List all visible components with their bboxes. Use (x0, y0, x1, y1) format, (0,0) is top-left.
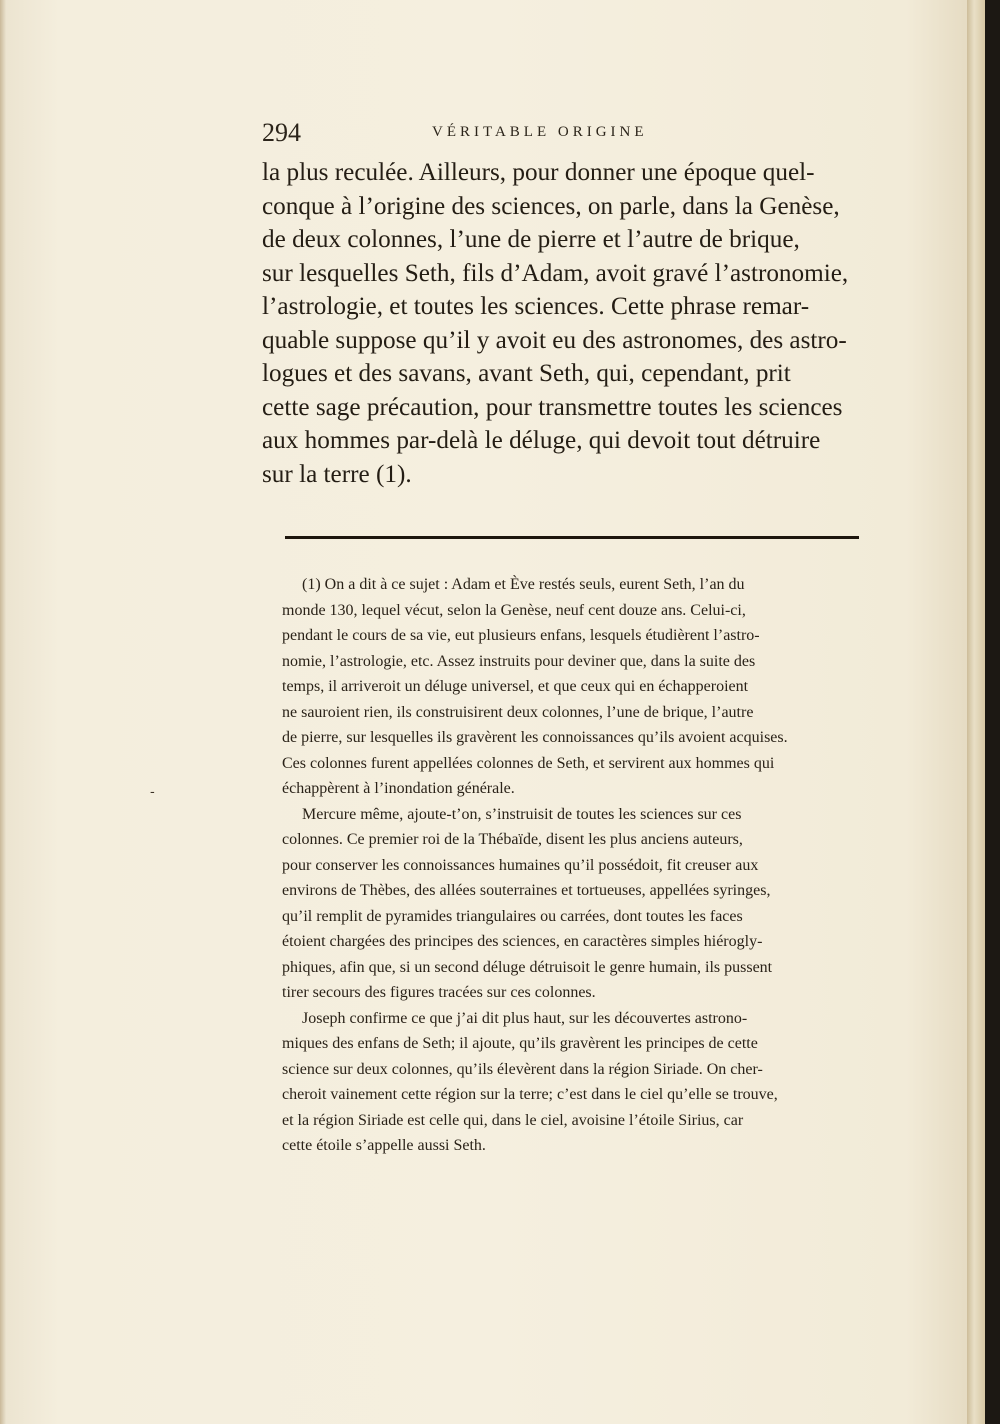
footnote-line: et la région Siriade est celle qui, dans le ciel, avoisine l’étoile Sirius, car (282, 1111, 744, 1129)
running-title: VÉRITABLE ORIGINE (432, 124, 648, 140)
footnote-line: pour conserver les connoissances humaines qu’il possédoit, fit creuser aux (282, 856, 759, 874)
footnote-line: temps, il arriveroit un déluge universel, et que ceux qui en échapperoient (282, 678, 749, 695)
page-number: 294 (262, 118, 301, 147)
page-edge (967, 0, 985, 1424)
footnote-line: tirer secours des figures tracées sur ces colonnes. (282, 984, 596, 1001)
footnote-line: échappèrent à l’inondation générale. (282, 780, 515, 797)
main-text-line: logues et des savans, avant Seth, qui, cependant, prit (262, 360, 791, 387)
main-text-line: de deux colonnes, l’une de pierre et l’autre de brique, (262, 226, 800, 253)
main-text-line: quable suppose qu’il y avoit eu des astronomes, des astro- (262, 326, 847, 354)
footnote-paragraph-2 (282, 802, 870, 1006)
gutter-shadow (0, 0, 6, 1424)
footnote-paragraph-1 (282, 572, 870, 802)
footnote-line: cette étoile s’appelle aussi Seth. (282, 1137, 486, 1154)
footnote-line: qu’il remplit de pyramides triangulaires ou carrées, dont toutes les faces (282, 907, 743, 925)
main-text-line: la plus reculée. Ailleurs, pour donner une époque quel- (262, 159, 815, 186)
footnote-rule (285, 536, 859, 539)
main-text-block (262, 156, 874, 491)
main-text-line: cette sage précaution, pour transmettre toutes les sciences (262, 393, 843, 421)
footnote-paragraph-3 (282, 1006, 870, 1159)
main-text-line: sur la terre (1). (262, 460, 412, 488)
footnote-line: science sur deux colonnes, qu’ils élevèrent dans la région Siriade. On cher- (282, 1060, 763, 1078)
footnote-line: pendant le cours de sa vie, eut plusieurs enfans, lesquels étudièrent l’astro- (282, 627, 760, 644)
footnote-line: cheroit vainement cette région sur la terre; c’est dans le ciel qu’elle se trouve, (282, 1086, 778, 1103)
footnote-line: phiques, afin que, si un second déluge détruisoit le genre humain, ils pussent (282, 958, 773, 976)
footnote-line: environs de Thèbes, des allées souterraines et tortueuses, appellées syringes, (282, 882, 771, 899)
footnote-line: Mercure même, ajoute-t’on, s’instruisit de toutes les sciences sur ces (302, 805, 742, 823)
footnote-line: de pierre, sur lesquelles ils gravèrent les connoissances qu’ils avoient acquises. (282, 729, 788, 746)
footnote-line: monde 130, lequel vécut, selon la Genèse, neuf cent douze ans. Celui-ci, (282, 601, 746, 619)
footnote-line: nomie, l’astrologie, etc. Assez instruits pour deviner que, dans la suite des (282, 652, 756, 670)
footnote-line: ne sauroient rien, ils construisirent deux colonnes, l’une de brique, l’autre (282, 703, 754, 721)
footnote-line: (1) On a dit à ce sujet : Adam et Ève restés seuls, eurent Seth, l’an du (302, 576, 745, 593)
footnote-line: Joseph confirme ce que j’ai dit plus haut, sur les découvertes astrono- (302, 1009, 748, 1027)
margin-mark: - (150, 784, 155, 800)
footnote-line: colonnes. Ce premier roi de la Thébaïde, disent les plus anciens auteurs, (282, 831, 743, 848)
main-text-line: conque à l’origine des sciences, on parle, dans la Genèse, (262, 192, 840, 220)
footnotes-block (282, 572, 870, 1159)
main-text-line: sur lesquelles Seth, fils d’Adam, avoit gravé l’astronomie, (262, 259, 849, 287)
main-text-line: l’astrologie, et toutes les sciences. Cette phrase remar- (262, 293, 810, 320)
footnote-line: Ces colonnes furent appellées colonnes de Seth, et servirent aux hommes qui (282, 754, 775, 772)
main-text-line: aux hommes par-delà le déluge, qui devoit tout détruire (262, 427, 821, 454)
footnote-line: étoient chargées des principes des sciences, en caractères simples hiérogly- (282, 933, 763, 950)
footnote-line: miques des enfans de Seth; il ajoute, qu’ils gravèrent les principes de cette (282, 1035, 758, 1052)
page-header (262, 118, 872, 152)
